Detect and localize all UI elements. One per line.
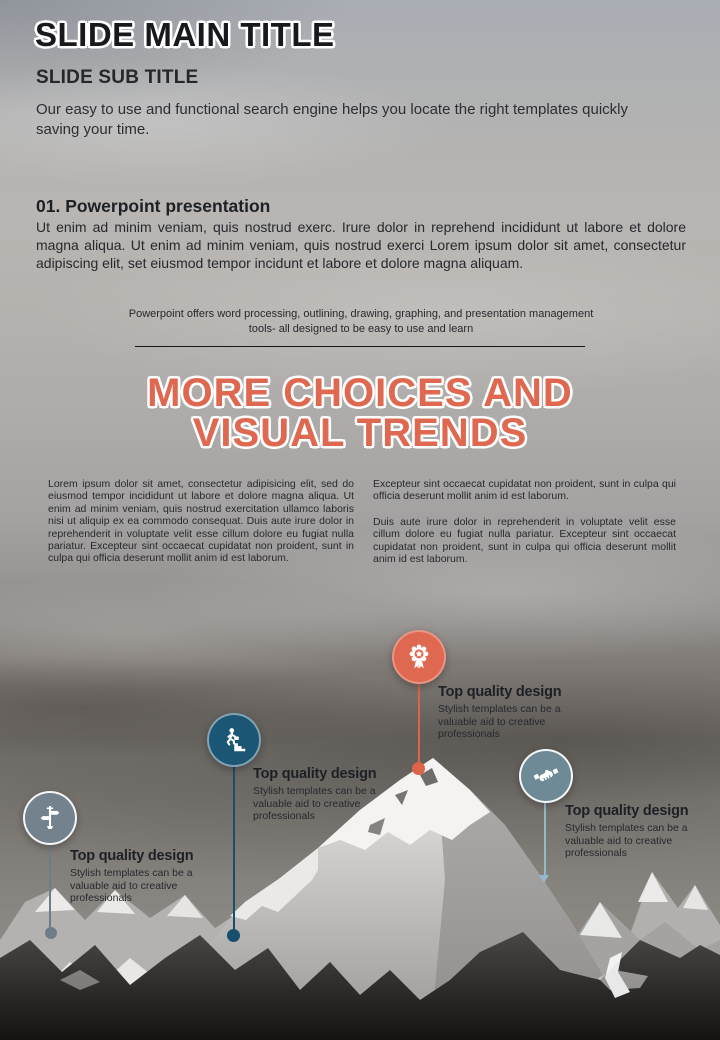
intro-paragraph: Our easy to use and functional search engine helps you locate the right templates quickly saving your time. — [36, 101, 629, 139]
milestone-badge-partnership — [519, 749, 573, 803]
section-body: Ut enim ad minim veniam, quis nostrud exerc. Irure dolor in reprehend incididunt ut labore et dolore magna aliqua. Ut enim ad minim veniam, quis nostrud exerci Lorem ipsum dolor sit amet, consectetur adipiscing elit, set eiusmod tempor incidunt et labore et dolore magna aliquam. — [36, 219, 686, 271]
milestone-title: Top quality design — [438, 684, 562, 700]
milestone-title: Top quality design — [70, 848, 194, 864]
milestone-body: Stylish templates can be a valuable aid to creative professionals — [253, 785, 376, 823]
feature-title-line2: VISUAL TRENDS — [192, 411, 528, 455]
body-column-right — [373, 478, 676, 578]
milestone-connector-line — [544, 801, 546, 875]
column-right-paragraph-2: Duis aute irure dolor in reprehenderit in voluptate velit esse cillum dolore eu fugiat nulla pariatur. Excepteur sint occaecat cupidatat non proident, sunt in culpa qui officia deserunt mollit anim id est laborum. — [373, 515, 676, 566]
page-title: SLIDE MAIN TITLE — [35, 16, 335, 53]
milestone-anchor-dot — [227, 929, 240, 942]
page-subtitle: SLIDE SUB TITLE — [36, 67, 199, 88]
milestone-anchor-dot — [45, 927, 57, 939]
signpost-icon — [35, 803, 65, 833]
milestone-arrowhead — [539, 875, 549, 883]
running-person-icon — [219, 725, 249, 755]
column-left-paragraph: Lorem ipsum dolor sit amet, consectetur adipisicing elit, sed do eiusmod tempor incididunt ut labore et dolore magna aliqua. Ut enim ad minim veniam, quis nostrud exercitation ullamco laboris nisi ut aliquip ex ea commodo consequat. Duis aute irure dolor in reprehenderit in voluptate velit esse cillum dolore eu fugiat nulla pariatur. Excepteur sint occaecat cupidatat non proident, sunt in culpa qui officia deserunt mollit anim id est laborum. — [48, 478, 354, 565]
milestone-anchor-dot — [412, 762, 425, 775]
handshake-icon — [531, 761, 561, 791]
feature-title — [0, 373, 720, 453]
medal-icon — [404, 642, 434, 672]
column-right-paragraph-1: Excepteur sint occaecat cupidatat non proident, sunt in culpa qui officia deserunt mollit anim id est laborum. — [373, 478, 676, 503]
divider-line — [135, 346, 585, 347]
callout-text: Powerpoint offers word processing, outlining, drawing, graphing, and presentation management tools- all designed to be easy to use and learn — [128, 308, 594, 335]
milestone-title: Top quality design — [565, 803, 689, 819]
feature-title-line1: MORE CHOICES AND — [147, 371, 573, 415]
milestone-connector-line — [233, 765, 235, 932]
milestone-body: Stylish templates can be a valuable aid to creative professionals — [438, 703, 561, 741]
milestone-badge-medal — [392, 630, 446, 684]
milestone-title: Top quality design — [253, 766, 377, 782]
milestone-badge-direction — [23, 791, 77, 845]
milestone-body: Stylish templates can be a valuable aid to creative professionals — [70, 867, 193, 905]
milestone-body: Stylish templates can be a valuable aid to creative professionals — [565, 822, 688, 860]
section-heading: 01. Powerpoint presentation — [36, 196, 271, 216]
milestone-connector-line — [49, 843, 51, 929]
body-column-left — [48, 478, 354, 565]
milestone-badge-career — [207, 713, 261, 767]
milestone-connector-line — [418, 682, 420, 764]
